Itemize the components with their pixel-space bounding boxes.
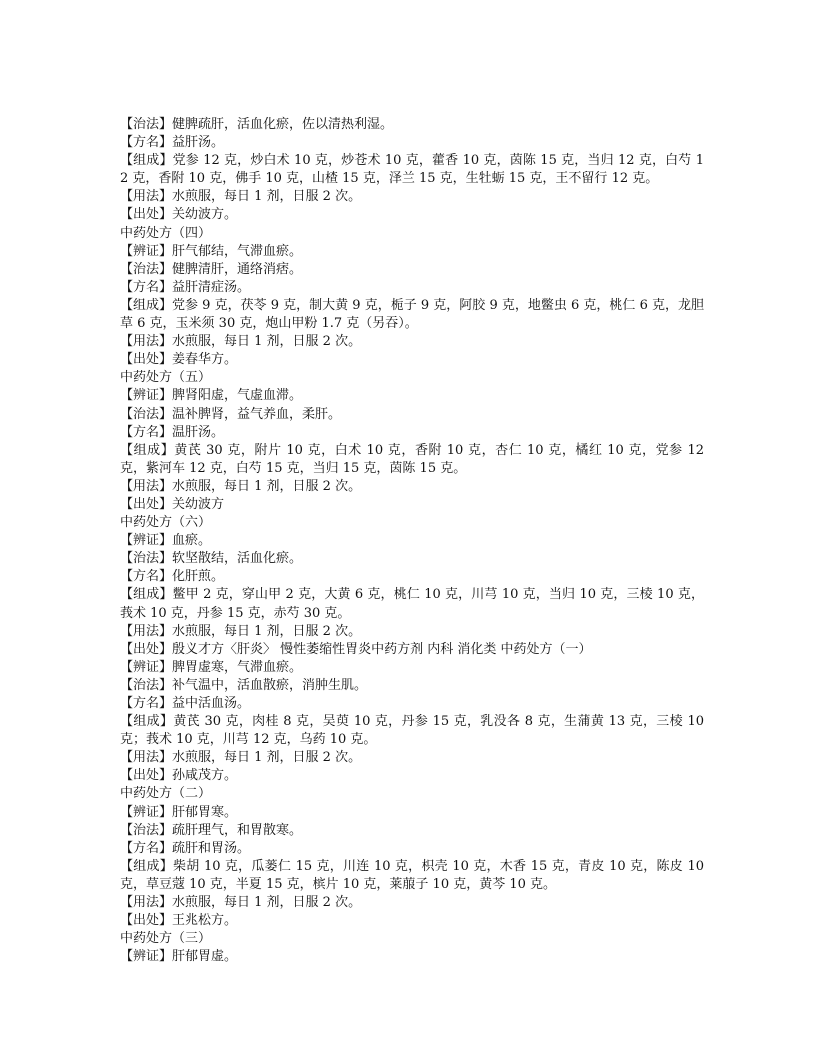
field-value: 温补脾肾，益气养血，柔肝。 [172, 406, 342, 422]
heading-text: 中药处方（二） [120, 786, 212, 802]
field-value: 关幼波方。 [172, 207, 238, 223]
field-line [120, 116, 704, 134]
field-label: 【辨证】 [120, 533, 173, 549]
field-label: 【辨证】 [120, 949, 173, 965]
field-value: 肝郁胃寒。 [172, 804, 238, 820]
field-value: 益肝汤。 [172, 135, 225, 151]
field-value: 水煎服，每日 1 剂，日服 2 次。 [172, 334, 362, 350]
field-line [120, 804, 704, 822]
prescription-heading [120, 369, 704, 387]
field-label: 【组成】 [120, 442, 175, 458]
field-label: 【用法】 [120, 750, 173, 766]
field-value: 疏肝理气，和胃散寒。 [172, 822, 303, 838]
field-line [120, 442, 704, 478]
field-value: 疏肝和胃汤。 [172, 840, 251, 856]
field-line [120, 840, 704, 858]
prescription-heading [120, 225, 704, 243]
field-value: 关幼波方 [172, 496, 225, 512]
field-value: 鳖甲 2 克，穿山甲 2 克，大黄 6 克，桃仁 10 克，川芎 10 克，当归 10 克，三棱 10 克，莪术 10 克，丹参 15 克，赤芍 30 克。 [120, 587, 704, 621]
prescription-heading [120, 785, 704, 803]
prescription-heading [120, 514, 704, 532]
field-line [120, 333, 704, 351]
field-label: 【方名】 [120, 696, 173, 711]
field-value: 温肝汤。 [172, 424, 225, 440]
field-line [120, 261, 704, 279]
field-label: 【用法】 [120, 334, 173, 350]
field-value: 柴胡 10 克，瓜蒌仁 15 克，川连 10 克，枳壳 10 克，木香 15 克，青皮 10 克，陈皮 10 克，草豆蔻 10 克，半夏 15 克，槟片 10 克，莱菔子 10 克，黄芩 10 克。 [120, 858, 704, 892]
field-label: 【用法】 [120, 189, 173, 205]
field-value: 水煎服，每日 1 剂，日服 2 次。 [172, 750, 362, 766]
field-value: 益肝清症汤。 [172, 279, 251, 295]
field-value: 软坚散结，活血化瘀。 [172, 551, 303, 567]
field-label: 【出处】 [120, 207, 173, 223]
field-value: 益中活血汤。 [172, 696, 251, 711]
field-value: 水煎服，每日 1 剂，日服 2 次。 [172, 189, 362, 205]
field-line [120, 713, 704, 749]
field-label: 【出处】 [120, 768, 173, 784]
field-line [120, 532, 704, 550]
field-value: 健脾清肝，通络消痞。 [172, 261, 303, 277]
field-label: 【辨证】 [120, 388, 173, 404]
field-label: 【出处】 [120, 913, 173, 929]
heading-text: 中药处方（四） [120, 225, 212, 241]
field-line [120, 279, 704, 297]
field-label: 【方名】 [120, 569, 173, 585]
field-label: 【辨证】 [120, 243, 173, 259]
field-label: 【治法】 [120, 551, 173, 567]
field-label: 【组成】 [120, 587, 173, 603]
field-label: 【组成】 [120, 858, 174, 874]
field-value: 姜春华方。 [172, 352, 238, 368]
field-line [120, 948, 704, 966]
field-label: 【治法】 [120, 117, 173, 132]
field-value: 党参 9 克，茯苓 9 克，制大黄 9 克，栀子 9 克，阿胶 9 克，地鳖虫 6 克，桃仁 6 克，龙胆草 6 克，玉米须 30 克，炮山甲粉 1.7 克（另吞）。 [120, 297, 704, 332]
field-value: 化肝煎。 [172, 569, 225, 585]
field-label: 【方名】 [120, 279, 173, 295]
field-line [120, 351, 704, 369]
field-label: 【治法】 [120, 406, 173, 422]
field-label: 【出处】 [120, 496, 173, 512]
field-value: 水煎服，每日 1 剂，日服 2 次。 [172, 623, 362, 639]
field-value: 水煎服，每日 1 剂，日服 2 次。 [172, 895, 362, 911]
field-label: 【用法】 [120, 895, 173, 911]
field-line [120, 206, 704, 224]
field-line [120, 695, 704, 713]
field-line [120, 152, 704, 188]
field-label: 【方名】 [120, 135, 173, 151]
field-line [120, 586, 704, 622]
field-line [120, 659, 704, 677]
field-value: 孙咸茂方。 [172, 768, 238, 784]
field-line [120, 822, 704, 840]
field-value: 补气温中，活血散瘀，消肿生肌。 [172, 677, 368, 693]
field-value: 血瘀。 [172, 533, 212, 549]
field-line [120, 677, 704, 695]
field-line [120, 134, 704, 152]
field-label: 【方名】 [120, 424, 173, 440]
field-line [120, 496, 704, 514]
field-label: 【组成】 [120, 153, 173, 169]
field-value: 殷义才方〈肝炎〉 慢性萎缩性胃炎中药方剂 内科 消化类 中药处方（一） [172, 641, 592, 657]
field-value: 脾胃虚寒，气滞血瘀。 [172, 659, 303, 675]
field-label: 【治法】 [120, 677, 173, 693]
field-label: 【组成】 [120, 297, 173, 313]
field-line [120, 641, 704, 659]
field-line [120, 568, 704, 586]
field-label: 【出处】 [120, 641, 173, 657]
field-label: 【辨证】 [120, 804, 173, 820]
document-page [120, 116, 704, 966]
field-line [120, 858, 704, 894]
field-value: 黄芪 30 克，附片 10 克，白术 10 克，香附 10 克，杏仁 10 克，橘红 10 克，党参 12 克，紫河车 12 克，白芍 15 克，当归 15 克，茵陈 15 克。 [120, 442, 704, 476]
field-label: 【组成】 [120, 714, 174, 730]
field-label: 【治法】 [120, 822, 173, 838]
heading-text: 中药处方（三） [120, 931, 212, 947]
field-line [120, 243, 704, 261]
heading-text: 中药处方（六） [120, 515, 212, 531]
field-label: 【方名】 [120, 840, 173, 856]
field-line [120, 912, 704, 930]
field-value: 肝郁胃虚。 [172, 949, 238, 965]
field-line [120, 387, 704, 405]
field-line [120, 767, 704, 785]
field-value: 黄芪 30 克，肉桂 8 克，吴萸 10 克，丹参 15 克，乳没各 8 克，生蒲黄 13 克，三棱 10 克；莪术 10 克，川芎 12 克，乌药 10 克。 [120, 714, 704, 748]
field-line [120, 478, 704, 496]
field-line [120, 749, 704, 767]
field-value: 党参 12 克，炒白术 10 克，炒苍术 10 克，藿香 10 克，茵陈 15 克，当归 12 克，白芍 12 克，香附 10 克，佛手 10 克，山楂 15 克，泽兰 15 克，生牡蛎 15 克，王不留行 12 克。 [120, 153, 704, 187]
field-value: 水煎服，每日 1 剂，日服 2 次。 [172, 478, 362, 494]
field-value: 健脾疏肝，活血化瘀，佐以清热利湿。 [172, 117, 394, 132]
field-line [120, 297, 704, 333]
field-line [120, 894, 704, 912]
field-value: 脾肾阳虚，气虚血滞。 [172, 388, 303, 404]
field-line [120, 550, 704, 568]
prescription-heading [120, 930, 704, 948]
field-value: 肝气郁结，气滞血瘀。 [172, 243, 303, 259]
field-label: 【治法】 [120, 261, 173, 277]
field-value: 王兆松方。 [172, 913, 238, 929]
field-line [120, 623, 704, 641]
field-label: 【辨证】 [120, 659, 173, 675]
field-line [120, 424, 704, 442]
field-label: 【用法】 [120, 478, 173, 494]
field-label: 【用法】 [120, 623, 173, 639]
field-line [120, 188, 704, 206]
field-line [120, 406, 704, 424]
field-label: 【出处】 [120, 352, 173, 368]
heading-text: 中药处方（五） [120, 370, 212, 386]
